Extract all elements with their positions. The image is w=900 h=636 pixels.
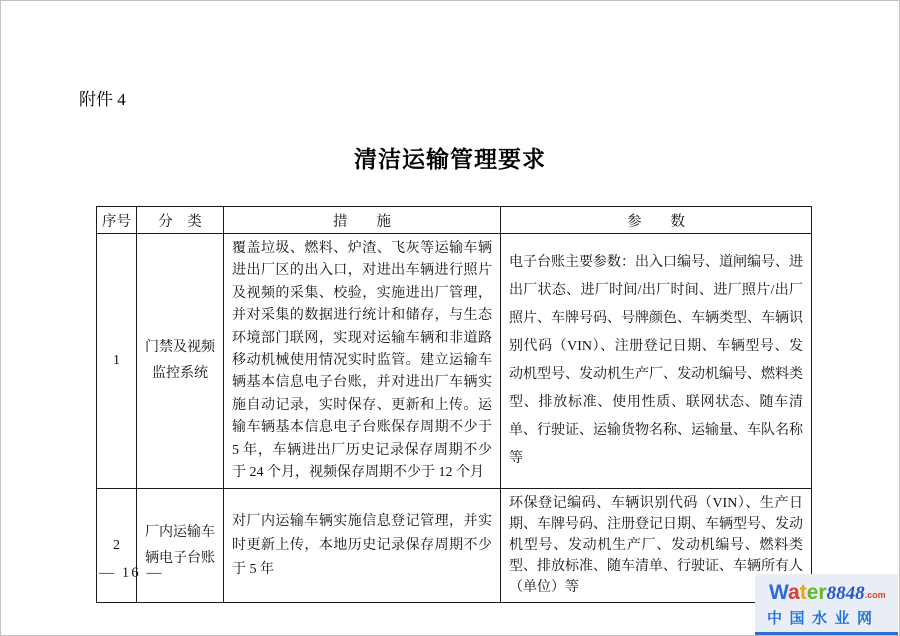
col-header-seq: 序号 xyxy=(97,207,137,234)
cell-seq: 2 xyxy=(97,489,137,603)
table-header-row xyxy=(97,207,812,234)
cell-params: 环保登记编码、车辆识别代码（VIN）、生产日期、车牌号码、注册登记日期、车辆型号、发动机型号、发动机生产厂、发动机编号、燃料类型、排放标准、随车清单、行驶证、车辆所有人（单位）等 xyxy=(501,489,812,603)
col-header-measure: 措 施 xyxy=(224,207,501,234)
logo-letter: e xyxy=(806,581,819,604)
attachment-label: 附件 4 xyxy=(79,90,126,109)
logo-letter: r xyxy=(818,581,827,604)
cell-seq: 1 xyxy=(97,234,137,489)
logo-tagline: 中国水业网 xyxy=(767,610,880,627)
logo-letter: W xyxy=(769,581,789,604)
cell-measure: 对厂内运输车辆实施信息登记管理，并实时更新上传，本地历史记录保存周期不少于 5 年 xyxy=(224,489,501,603)
requirements-table xyxy=(96,206,812,603)
cell-category: 门禁及视频监控系统 xyxy=(137,234,224,489)
page-title: 清洁运输管理要求 xyxy=(354,147,546,172)
cell-measure: 覆盖垃圾、燃料、炉渣、飞灰等运输车辆进出厂区的出入口，对进出车辆进行照片及视频的采集、校验，实施进出厂管理，并对采集的数据进行统计和储存，与生态环境部门联网，实现对运输车辆和非道路移动机械使用情况实时监管。建立运输车辆基本信息电子台账，并对进出厂车辆实施自动记录，实时保存、更新和上传。运输车辆基本信息电子台账保存周期不少于 5 年，车辆进出厂历史记录保存周期不少于 24 个月，视频保存周期不少于 12 个月 xyxy=(224,234,501,489)
cell-params: 电子台账主要参数：出入口编号、道闸编号、进出厂状态、进厂时间/出厂时间、进厂照片/出厂照片、车牌号码、号牌颜色、车辆类型、车辆识别代码（VIN）、注册登记日期、车辆型号、发动机型号、发动机生产厂、发动机编号、燃料类型、排放标准、使用性质、联网状态、随车清单、行驶证、运输货物名称、运输量、车队名称等 xyxy=(501,234,812,489)
table-row xyxy=(97,234,812,489)
logo-number: 8848 xyxy=(826,583,865,604)
logo-tld: .com xyxy=(864,590,886,600)
col-header-params: 参 数 xyxy=(501,207,812,234)
page-number: — 16 — xyxy=(99,565,164,581)
table-row xyxy=(97,489,812,603)
logo-wordmark xyxy=(769,582,886,606)
col-header-category: 分 类 xyxy=(137,207,224,234)
water8848-logo[interactable] xyxy=(755,574,898,635)
cell-category: 厂内运输车辆电子台账 xyxy=(137,489,224,603)
logo-letter: t xyxy=(799,581,807,604)
logo-letter: a xyxy=(788,581,800,604)
